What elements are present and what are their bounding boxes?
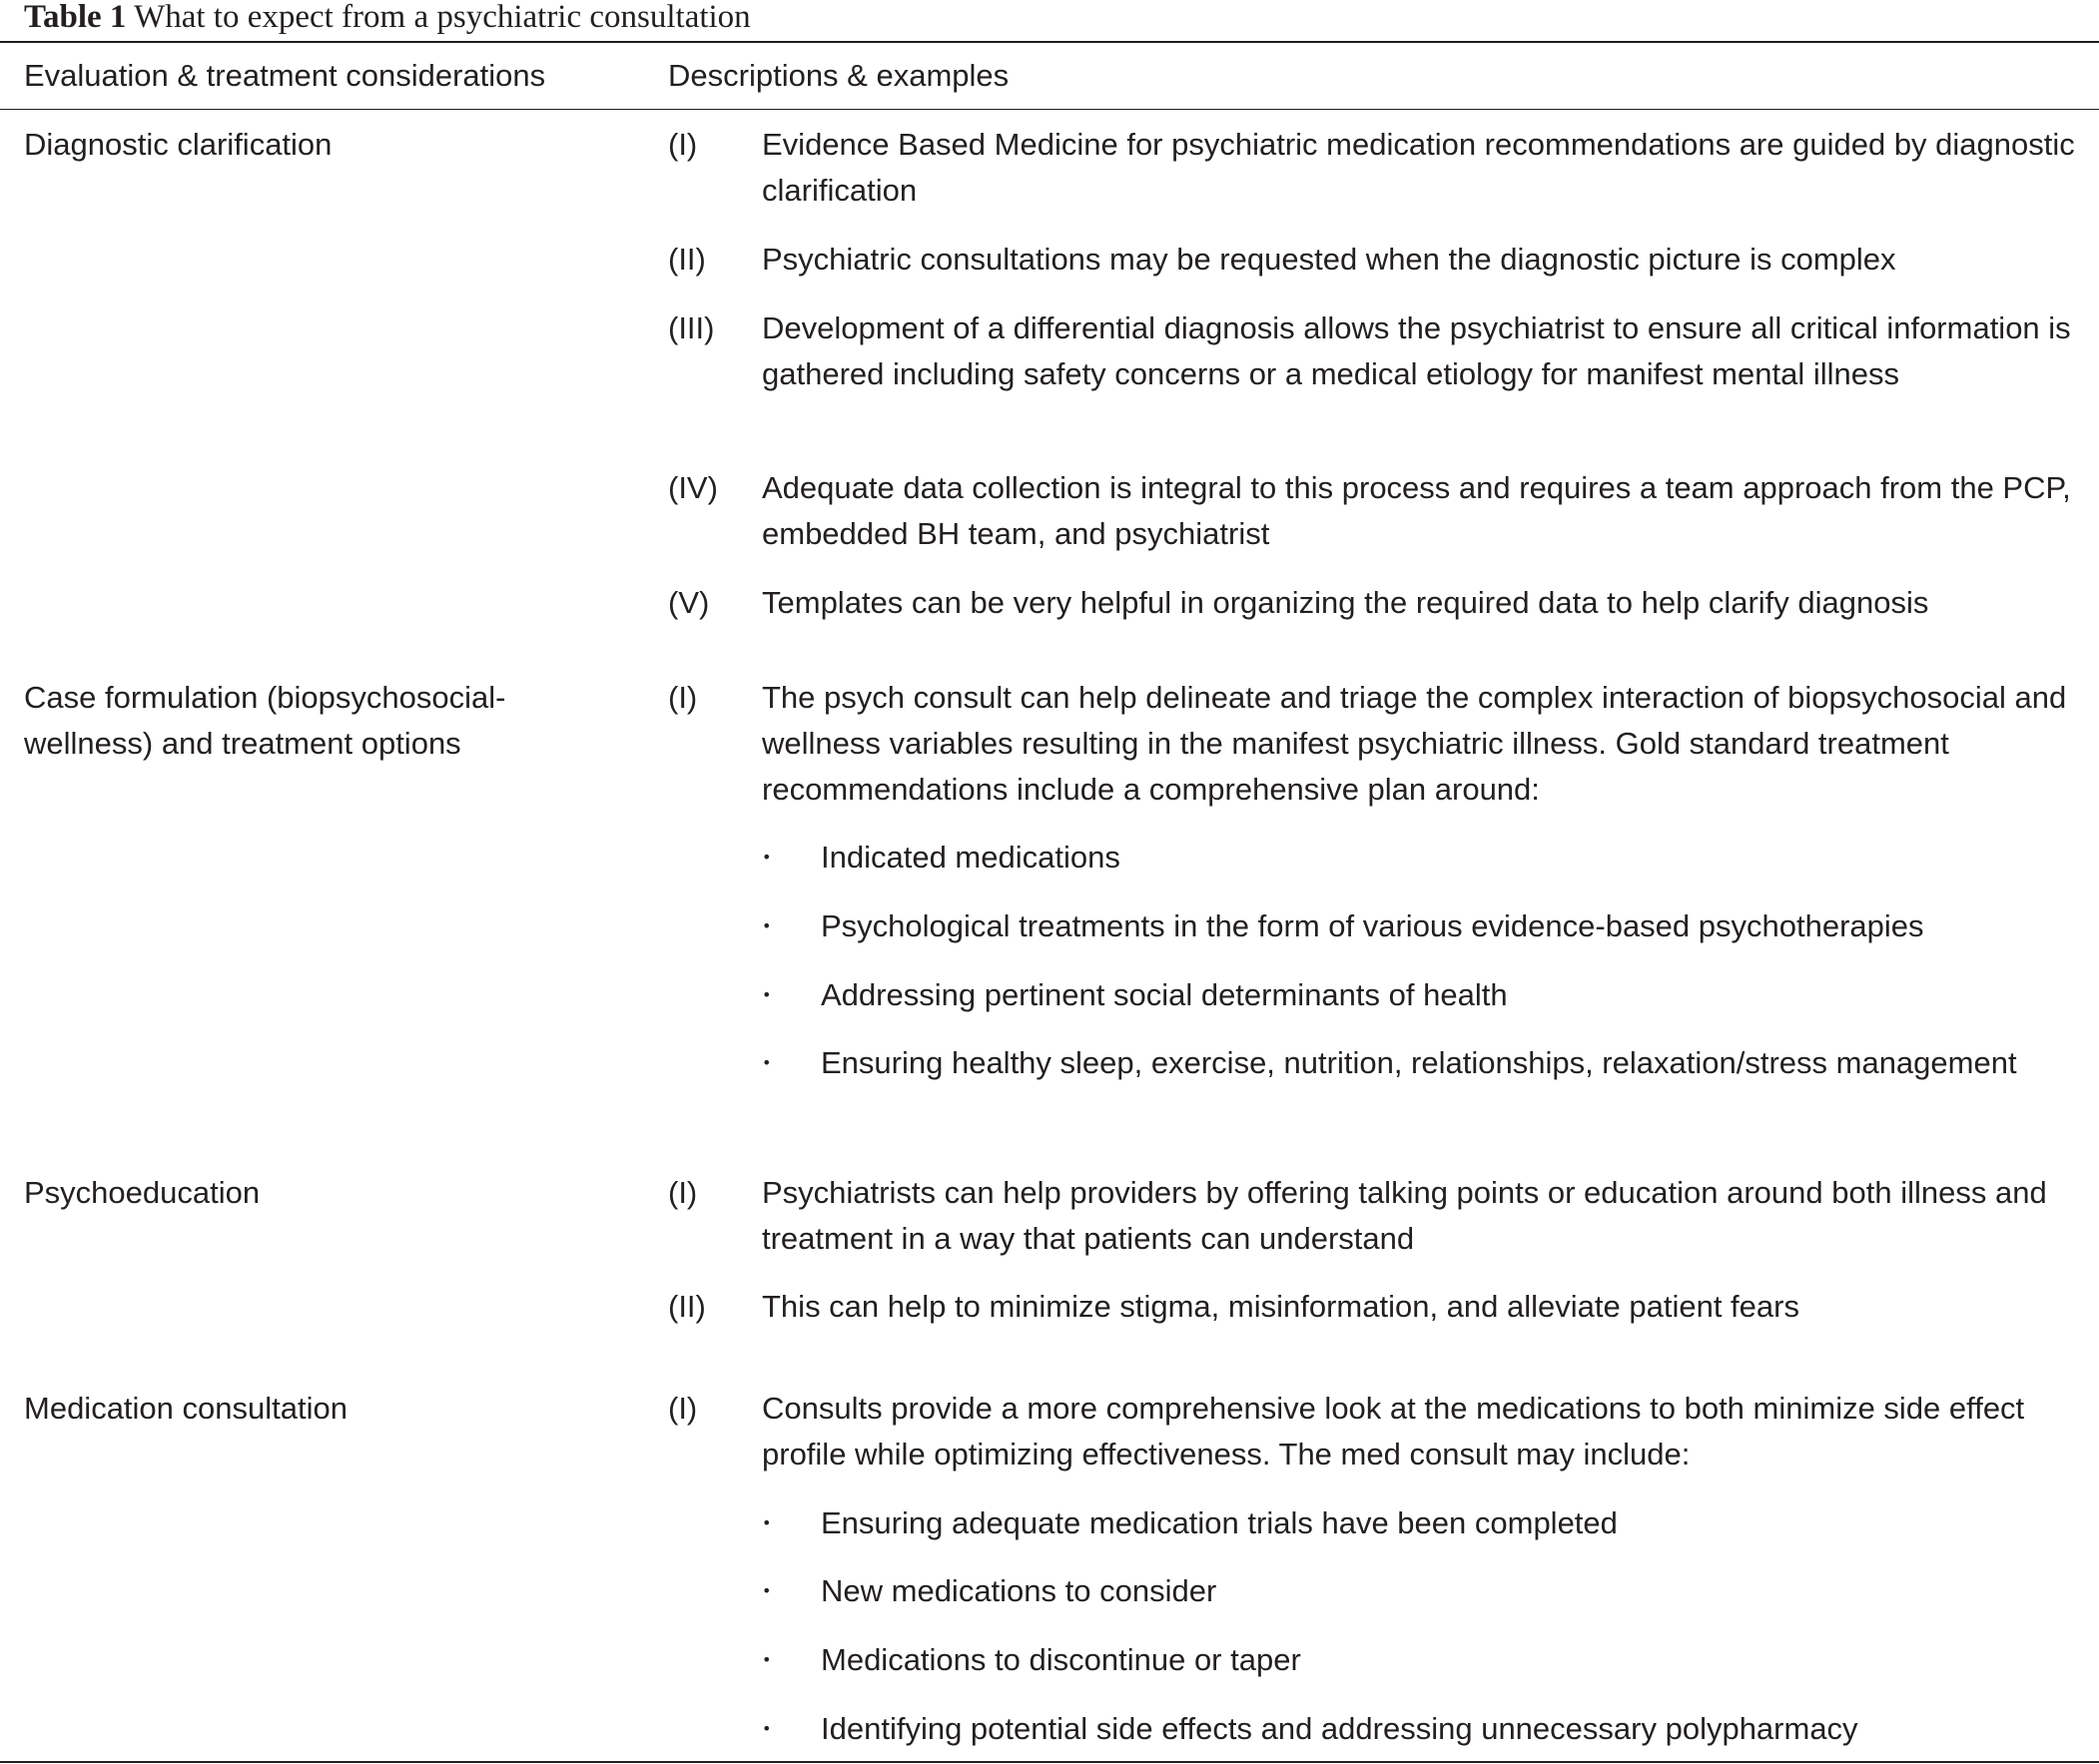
bullet-marker: • [762,1053,772,1072]
item-number: (IV) [668,470,718,505]
item-number: (I) [668,1391,698,1426]
bullet-item: Ensuring healthy sleep, exercise, nutrition, relationships, relaxation/stress management [821,1045,2017,1080]
bullet-item: Indicated medications [821,840,1120,875]
table-caption-title: What to expect from a psychiatric consultation [134,0,751,35]
bullet-item: Ensuring adequate medication trials have been completed [821,1505,1618,1540]
row-psychoeducation-label: Psychoeducation [24,1175,261,1210]
header-col-considerations: Evaluation & treatment considerations [24,58,546,93]
item-description: Psychiatric consultations may be requested when the diagnostic picture is complex [762,242,1896,277]
row-case-formulation-label-line2: wellness) and treatment options [24,726,461,761]
bullet-item: Identifying potential side effects and addressing unnecessary polypharmacy [821,1711,1858,1746]
item-description: Adequate data collection is integral to this process and requires a team approach from the PCP, embedded BH team, and psychiatrist [762,470,2071,551]
table-header-rule [0,109,2099,110]
item-description: Templates can be very helpful in organizing the required data to help clarify diagnosis [762,585,1929,620]
item-number: (III) [668,310,715,345]
item-description: The psych consult can help delineate and triage the complex interaction of biopsychosocial and wellness variables resulting in the manifest psychiatric illness. Gold standard treatment recommendations include a comprehensive plan around: [762,680,2067,807]
bullet-item: Addressing pertinent social determinants of health [821,977,1508,1012]
bullet-item: Medications to discontinue or taper [821,1642,1301,1677]
item-number: (I) [668,680,698,715]
table-top-rule [0,41,2099,43]
table-bottom-rule [0,1761,2099,1763]
bullet-marker: • [762,1513,772,1532]
bullet-marker: • [762,1719,772,1738]
item-description: Psychiatrists can help providers by offering talking points or education around both illness and treatment in a way that patients can understand [762,1175,2047,1256]
bullet-marker: • [762,1650,772,1669]
item-number: (II) [668,242,706,277]
bullet-item: New medications to consider [821,1573,1217,1608]
row-diagnostic-clarification-label: Diagnostic clarification [24,127,333,162]
item-number: (I) [668,127,698,162]
row-case-formulation-label-line1: Case formulation (biopsychosocial- [24,680,506,715]
item-number: (II) [668,1289,706,1324]
table-caption-label: Table 1 [24,0,127,35]
item-number: (I) [668,1175,698,1210]
bullet-item: Psychological treatments in the form of various evidence-based psychotherapies [821,908,1924,943]
item-description: Development of a differential diagnosis allows the psychiatrist to ensure all critical information is gathered including safety concerns or a medical etiology for manifest mental illness [762,310,2071,391]
item-description: This can help to minimize stigma, misinformation, and alleviate patient fears [762,1289,1799,1324]
bullet-marker: • [762,916,772,935]
header-col-descriptions: Descriptions & examples [668,58,1010,93]
table-caption [24,0,751,34]
item-description: Evidence Based Medicine for psychiatric medication recommendations are guided by diagnostic clarification [762,127,2075,208]
bullet-marker: • [762,985,772,1004]
bullet-marker: • [762,1581,772,1600]
item-number: (V) [668,585,710,620]
row-medication-consultation-label: Medication consultation [24,1391,348,1426]
bullet-marker: • [762,848,772,867]
item-description: Consults provide a more comprehensive look at the medications to both minimize side effect profile while optimizing effectiveness. The med consult may include: [762,1391,2025,1471]
